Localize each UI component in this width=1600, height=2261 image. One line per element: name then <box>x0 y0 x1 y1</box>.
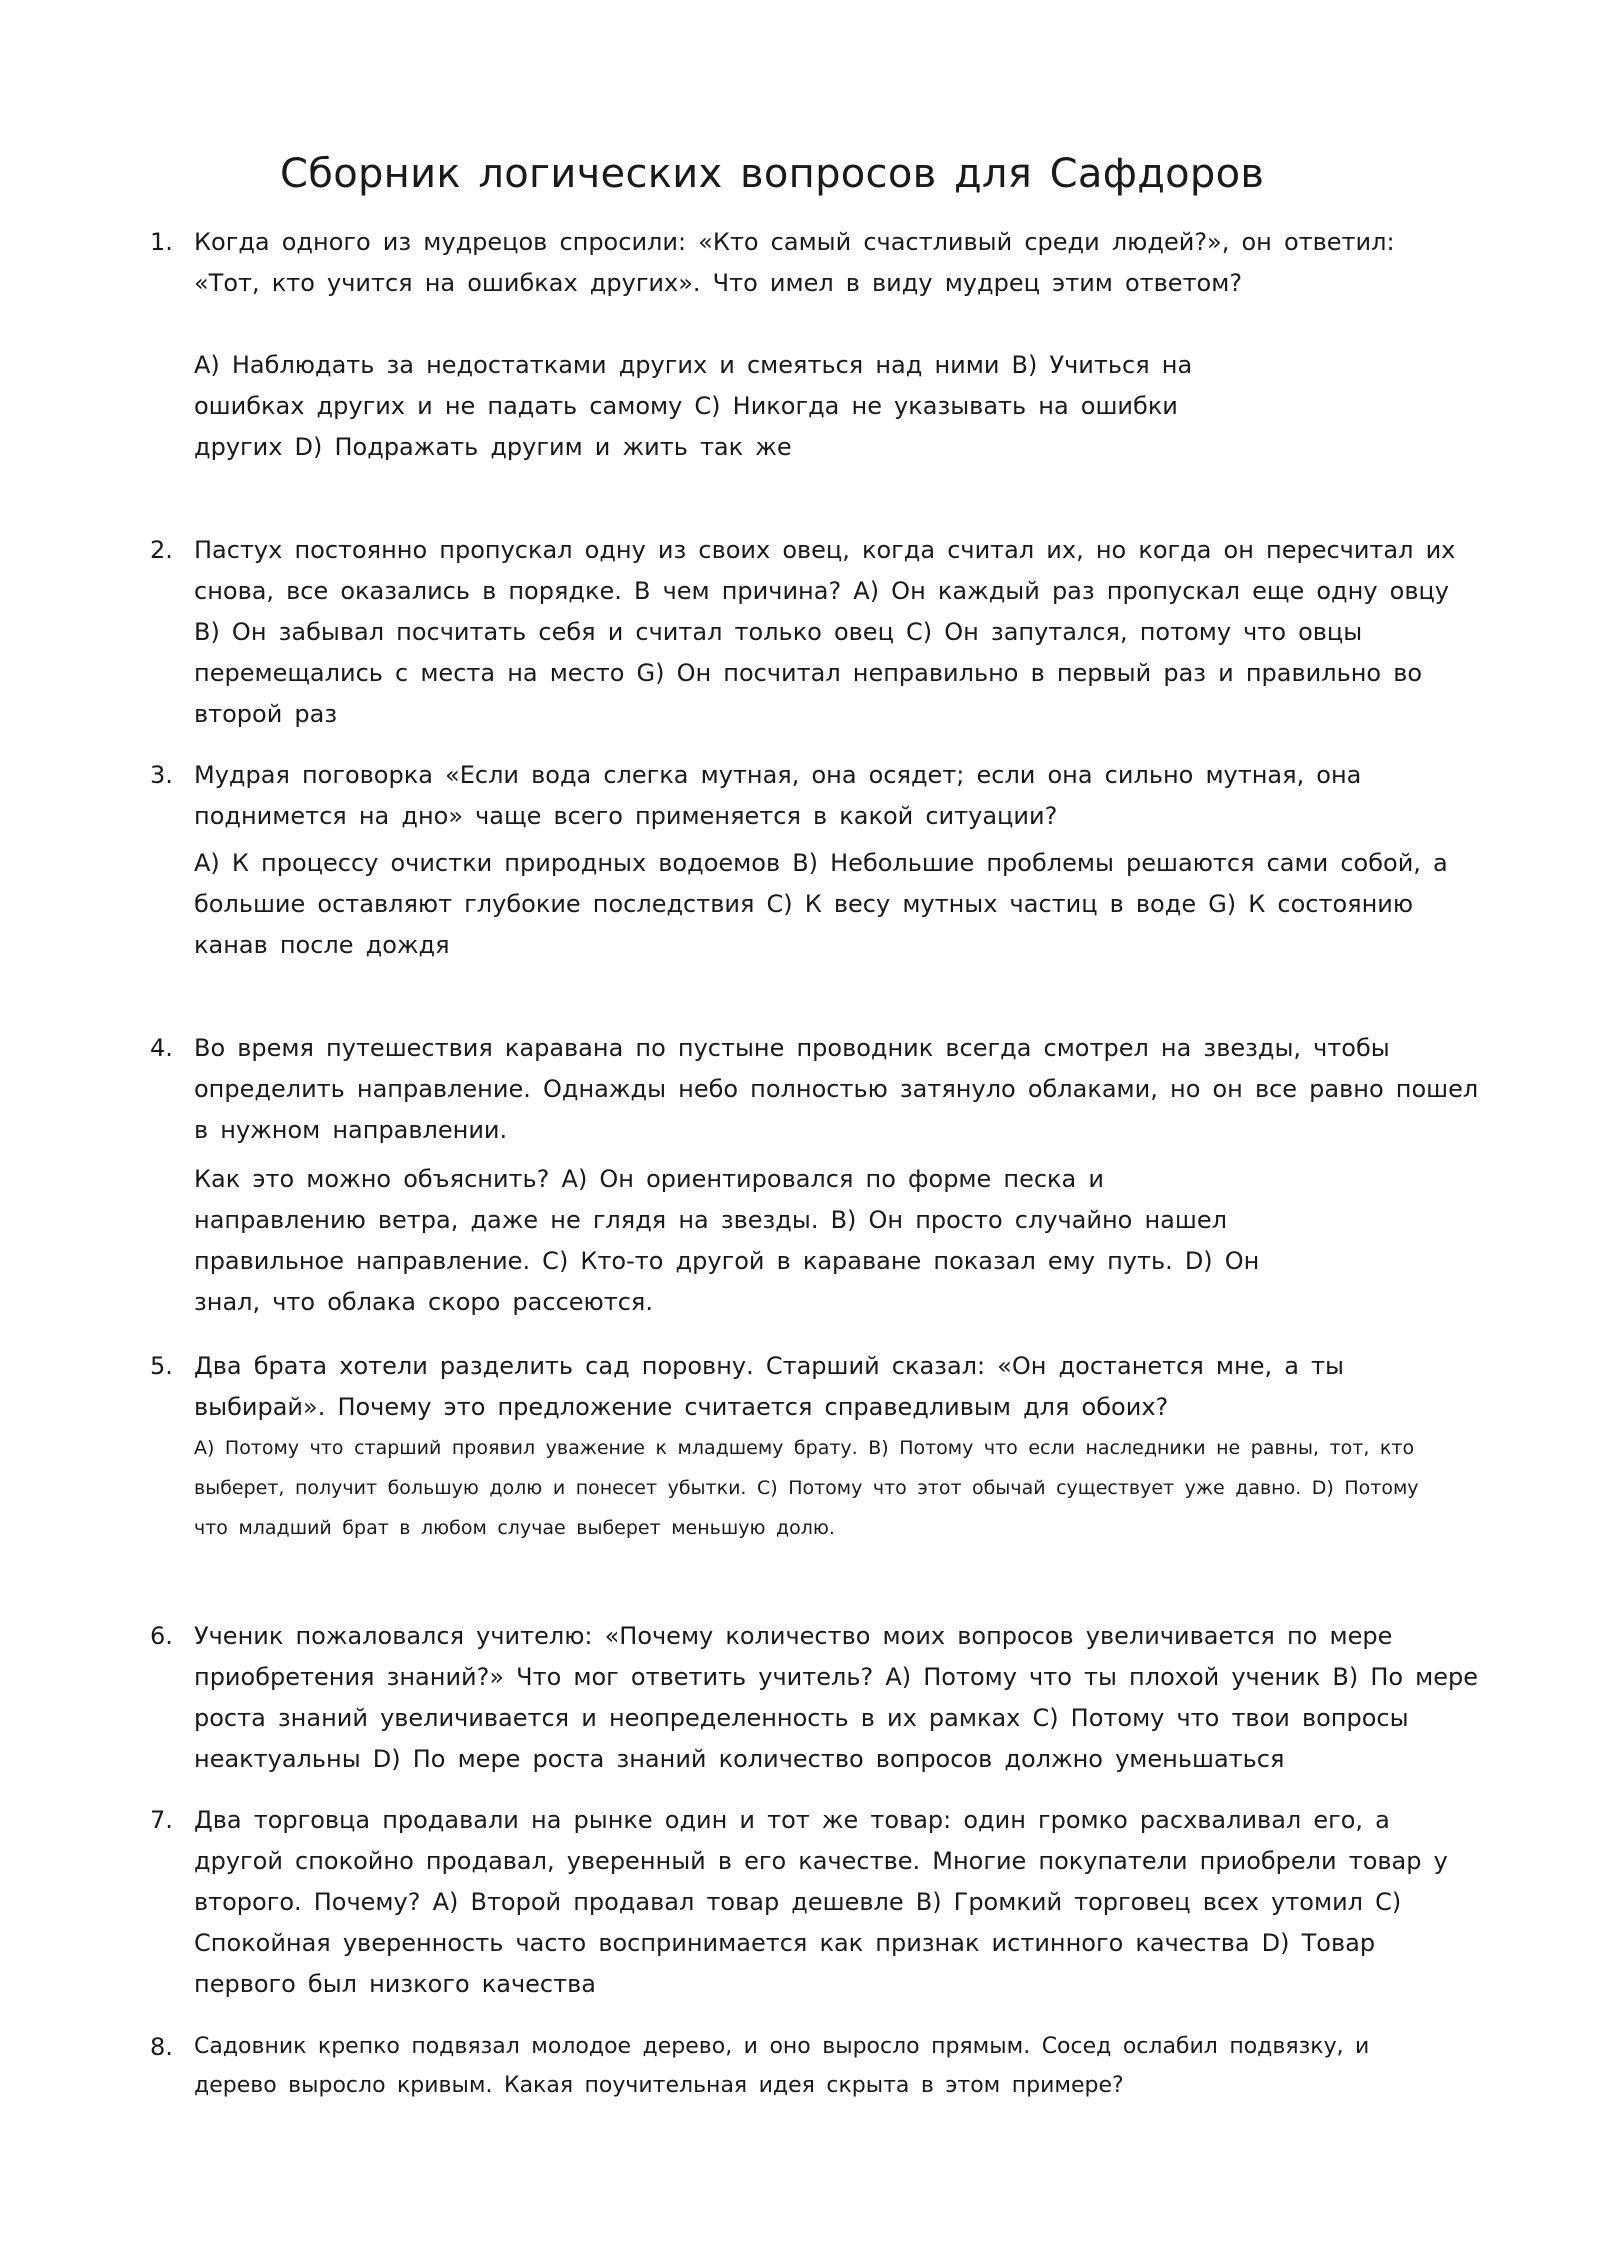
question-number: 6. <box>150 1622 173 1650</box>
page-title: Сборник логических вопросов для Сафдоров <box>280 151 1265 197</box>
question-number: 2. <box>150 536 173 564</box>
question-text: Садовник крепко подвязал молодое дерево, и оно выросло прямым. Сосед ослабил подвязку, и дерево выросло кривым. Какая поучительная идея скрыта в этом примере? <box>194 2034 1370 2098</box>
question-text: Мудрая поговорка «Если вода слегка мутная, она осядет; если она сильно мутная, она поднимется на дно» чаще всего применяется в какой ситуации? <box>194 761 1362 830</box>
question-text: Во время путешествия каравана по пустыне проводник всегда смотрел на звезды, чтобы определить направление. Однажды небо полностью затянуло облаками, но он все равно пошел в нужном направлении. <box>194 1034 1479 1144</box>
question-text: Когда одного из мудрецов спросили: «Кто самый счастливый среди людей?», он ответил: «Тот, кто учится на ошибках других». Что имел в виду мудрец этим ответом? <box>194 228 1395 297</box>
question-text: Пастух постоянно пропускал одну из своих овец, когда считал их, но когда он пересчитал их снова, все оказались в порядке. В чем причина? A) Он каждый раз пропускал еще одну овцу B) Он забывал посчитать себя и считал только овец C) Он запутался, потому что овцы перемещались с места на место G) Он посчитал неправильно в первый раз и правильно во второй раз <box>194 536 1456 728</box>
question-text: Два торговца продавали на рынке один и тот же товар: один громко расхваливал его, а другой спокойно продавал, уверенный в его качестве. Многие покупатели приобрели товар у второго. Почему? A) Второй продавал товар дешевле B) Громкий торговец всех утомил C) Спокойная уверенность часто воспринимается как признак истинного качества D) Товар первого был низкого качества <box>194 1806 1448 1998</box>
question-options: A) К процессу очистки природных водоемов B) Небольшие проблемы решаются сами собой, а большие оставляют глубокие последствия C) К весу мутных частиц в воде G) К состоянию канав после дождя <box>194 849 1448 959</box>
question-number: 1. <box>150 228 173 256</box>
question-number: 8. <box>150 2033 173 2061</box>
question-5 <box>150 1346 1440 1548</box>
question-7 <box>150 1800 1448 2005</box>
question-text: Ученик пожаловался учителю: «Почему количество моих вопросов увеличивается по мере приобретения знаний?» Что мог ответить учитель? A) Потому что ты плохой ученик B) По мере роста знаний увеличивается и неопределенность в их рамках C) Потому что твои вопросы неактуальны D) По мере роста знаний количество вопросов должно уменьшаться <box>194 1622 1479 1773</box>
question-8 <box>150 2027 1440 2105</box>
question-options: A) Потому что старший проявил уважение к младшему брату. B) Потому что если наследники не равны, тот, кто выберет, получит большую долю и понесет убытки. C) Потому что этот обычай существует уже давно. D) Потому что младший брат в любом случае выберет меньшую долю. <box>194 1437 1419 1539</box>
question-4 <box>150 1028 1479 1323</box>
question-1 <box>150 222 1440 468</box>
question-2 <box>150 530 1456 735</box>
question-3 <box>150 755 1448 966</box>
question-number: 7. <box>150 1806 173 1834</box>
question-6 <box>150 1616 1479 1780</box>
question-number: 5. <box>150 1352 173 1380</box>
question-options: A) Наблюдать за недостатками других и смеяться над ними B) Учиться на ошибках других и не падать самому C) Никогда не указывать на ошибки других D) Подражать другим и жить так же <box>194 351 1193 461</box>
question-number: 4. <box>150 1034 173 1062</box>
question-options: Как это можно объяснить? A) Он ориентировался по форме песка и направлению ветра, даже не глядя на звезды. B) Он просто случайно нашел правильное направление. C) Кто-то другой в караване показал ему путь. D) Он знал, что облака скоро рассеются. <box>194 1165 1260 1316</box>
question-text: Два брата хотели разделить сад поровну. Старший сказал: «Он достанется мне, а ты выбирай». Почему это предложение считается справедливым для обоих? <box>194 1352 1344 1421</box>
question-number: 3. <box>150 761 173 789</box>
